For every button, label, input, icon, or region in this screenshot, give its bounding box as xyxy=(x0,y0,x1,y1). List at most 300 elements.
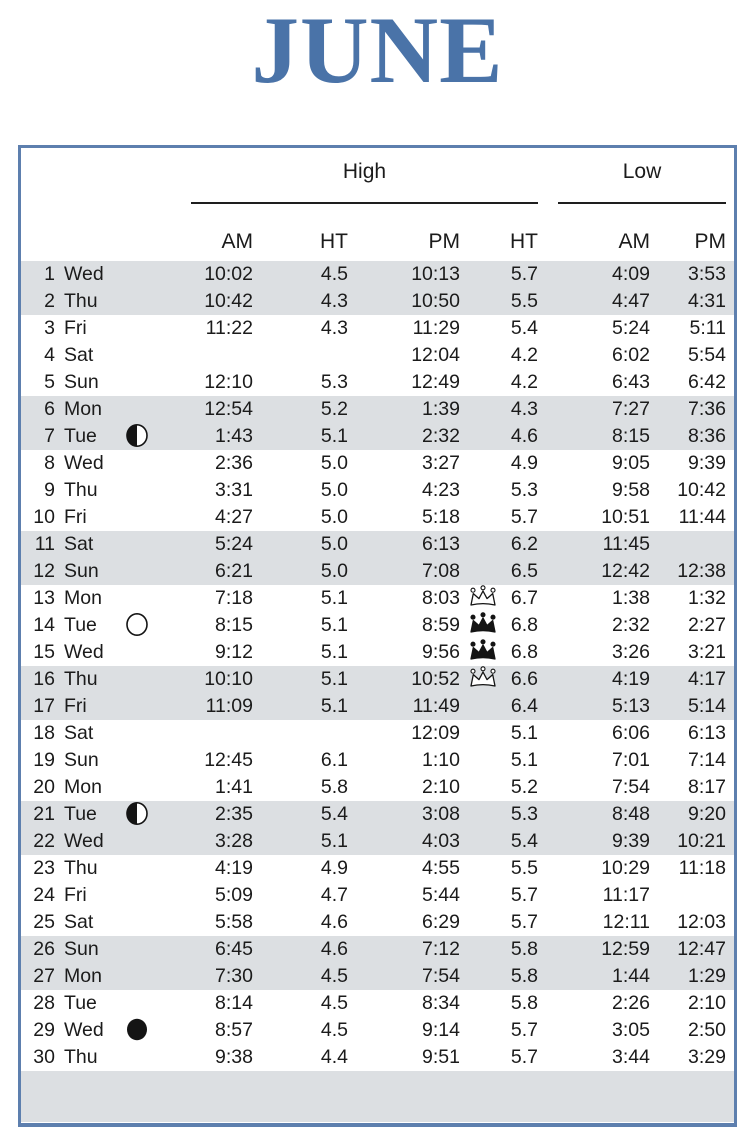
crown-cell xyxy=(460,369,506,396)
day-name: Sat xyxy=(64,911,94,933)
high-am-time: 6:21 xyxy=(215,560,253,582)
day-name: Sun xyxy=(64,749,99,771)
day-name: Thu xyxy=(64,479,98,501)
table-row xyxy=(21,909,734,936)
low-am-time: 9:58 xyxy=(612,479,650,501)
moon-cell xyxy=(113,504,161,531)
high-pm-height: 6.5 xyxy=(510,560,538,582)
high-am-time: 4:27 xyxy=(215,506,253,528)
crown-cell xyxy=(460,261,506,288)
day-name: Thu xyxy=(64,1046,98,1068)
high-pm-time: 4:23 xyxy=(422,479,460,501)
low-am-time: 12:42 xyxy=(601,560,650,582)
table-row xyxy=(21,666,734,693)
high-am-time: 1:41 xyxy=(215,776,253,798)
low-am-time: 3:26 xyxy=(612,641,650,663)
high-pm-height: 5.2 xyxy=(510,776,538,798)
high-pm-height: 5.7 xyxy=(510,1046,538,1068)
day-name: Sun xyxy=(64,938,99,960)
day-number: 29 xyxy=(33,1019,55,1041)
high-am-time: 10:10 xyxy=(204,668,253,690)
low-pm-time: 5:11 xyxy=(689,317,726,339)
day-number: 11 xyxy=(34,533,55,555)
high-am-time: 8:57 xyxy=(215,1019,253,1041)
high-am-height: 5.1 xyxy=(320,587,348,609)
low-am-time: 11:45 xyxy=(602,533,650,555)
moon-cell xyxy=(113,774,161,801)
day-name: Tue xyxy=(64,803,97,825)
crown-cell xyxy=(460,315,506,342)
low-pm-time xyxy=(650,531,726,558)
tide-table xyxy=(18,145,737,1127)
crown-cell xyxy=(460,558,506,585)
high-pm-time: 5:18 xyxy=(422,506,460,528)
high-pm-height: 6.8 xyxy=(510,614,538,636)
crown-cell xyxy=(460,801,506,828)
crown-cell xyxy=(460,720,506,747)
high-am-height: 4.3 xyxy=(320,317,348,339)
low-am-time: 9:39 xyxy=(612,830,650,852)
high-pm-time: 12:04 xyxy=(411,344,460,366)
table-row xyxy=(21,585,734,612)
low-pm-time: 4:17 xyxy=(688,668,726,690)
high-pm-time: 4:03 xyxy=(422,830,460,852)
table-row xyxy=(21,828,734,855)
low-pm-time: 3:21 xyxy=(688,641,726,663)
low-am-time: 6:43 xyxy=(612,371,650,393)
low-am-time: 10:29 xyxy=(601,857,650,879)
low-am-time: 6:02 xyxy=(612,344,650,366)
moon-cell xyxy=(113,396,161,423)
day-name: Fri xyxy=(64,506,87,528)
day-name: Thu xyxy=(64,668,98,690)
high-pm-time: 2:32 xyxy=(422,425,460,447)
low-pm-time: 7:14 xyxy=(688,749,726,771)
table-row xyxy=(21,342,734,369)
high-pm-height: 5.1 xyxy=(510,749,538,771)
high-pm-time: 8:59 xyxy=(422,614,460,636)
day-name: Fri xyxy=(64,695,87,717)
low-pm-time: 2:50 xyxy=(688,1019,726,1041)
high-pm-height: 5.7 xyxy=(510,506,538,528)
low-am-time: 10:51 xyxy=(601,506,650,528)
low-am-time: 11:17 xyxy=(602,884,650,906)
high-am-time: 9:12 xyxy=(215,641,253,663)
high-pm-height: 6.7 xyxy=(510,587,538,609)
day-name: Wed xyxy=(64,1019,104,1041)
day-name: Thu xyxy=(64,290,98,312)
high-pm-time: 7:08 xyxy=(422,560,460,582)
high-pm-time: 1:39 xyxy=(422,398,460,420)
low-am-time: 8:48 xyxy=(612,803,650,825)
moon-cell xyxy=(113,558,161,585)
table-row xyxy=(21,558,734,585)
crown-cell xyxy=(460,450,506,477)
day-number: 25 xyxy=(33,911,55,933)
day-number: 15 xyxy=(33,641,55,663)
high-am-height: 5.1 xyxy=(320,830,348,852)
high-pm-height: 5.7 xyxy=(510,911,538,933)
table-group-header xyxy=(21,148,734,204)
high-am-height: 4.7 xyxy=(320,884,348,906)
high-am-height: 5.3 xyxy=(320,371,348,393)
high-am-time: 5:58 xyxy=(215,911,253,933)
high-pm-height: 6.2 xyxy=(510,533,538,555)
half-moon-icon xyxy=(113,801,161,828)
high-pm-height: 6.6 xyxy=(510,668,538,690)
high-am-time: 4:19 xyxy=(215,857,253,879)
high-group-rule xyxy=(191,202,538,204)
col-header-low-am: AM xyxy=(618,230,650,253)
low-pm-time: 6:13 xyxy=(688,722,726,744)
crown-cell xyxy=(460,342,506,369)
high-pm-height: 5.5 xyxy=(510,857,538,879)
high-pm-time: 11:29 xyxy=(412,317,460,339)
high-pm-time: 10:52 xyxy=(411,668,460,690)
moon-cell xyxy=(113,639,161,666)
day-number: 8 xyxy=(44,452,55,474)
high-am-height: 4.6 xyxy=(320,911,348,933)
high-am-time: 6:45 xyxy=(215,938,253,960)
day-number: 1 xyxy=(44,263,55,285)
low-am-time: 7:54 xyxy=(612,776,650,798)
high-am-height: 5.1 xyxy=(320,695,348,717)
high-am-height: 5.0 xyxy=(320,452,348,474)
moon-cell xyxy=(113,936,161,963)
moon-cell xyxy=(113,693,161,720)
high-pm-height: 5.3 xyxy=(510,803,538,825)
high-group-label: High xyxy=(342,160,387,183)
low-am-time: 3:44 xyxy=(612,1046,650,1068)
moon-cell xyxy=(113,990,161,1017)
table-row xyxy=(21,882,734,909)
high-am-time xyxy=(161,720,253,747)
table-row xyxy=(21,963,734,990)
moon-cell xyxy=(113,342,161,369)
day-name: Mon xyxy=(64,776,102,798)
low-pm-time: 6:42 xyxy=(688,371,726,393)
day-number: 22 xyxy=(33,830,55,852)
high-pm-time: 10:50 xyxy=(411,290,460,312)
low-pm-time: 3:53 xyxy=(688,263,726,285)
table-row xyxy=(21,1017,734,1044)
high-am-time: 2:35 xyxy=(215,803,253,825)
high-am-height: 5.1 xyxy=(320,641,348,663)
moon-cell xyxy=(113,828,161,855)
high-pm-time: 4:55 xyxy=(422,857,460,879)
crown-cell xyxy=(460,477,506,504)
moon-cell xyxy=(113,477,161,504)
low-am-time: 6:06 xyxy=(612,722,650,744)
low-am-time: 8:15 xyxy=(612,425,650,447)
high-am-height: 5.2 xyxy=(320,398,348,420)
high-am-height xyxy=(253,342,348,369)
low-pm-time: 9:39 xyxy=(688,452,726,474)
low-group-rule xyxy=(558,202,726,204)
low-pm-time: 10:21 xyxy=(677,830,726,852)
high-pm-time: 7:54 xyxy=(422,965,460,987)
high-pm-height: 5.3 xyxy=(510,479,538,501)
high-am-time: 8:14 xyxy=(215,992,253,1014)
low-pm-time: 12:47 xyxy=(677,938,726,960)
table-row xyxy=(21,990,734,1017)
day-number: 3 xyxy=(44,317,55,339)
low-am-time: 4:09 xyxy=(612,263,650,285)
table-body xyxy=(21,261,734,1071)
table-row xyxy=(21,936,734,963)
high-pm-time: 9:56 xyxy=(422,641,460,663)
high-am-height: 4.9 xyxy=(320,857,348,879)
day-name: Sat xyxy=(64,533,94,555)
high-pm-height: 5.7 xyxy=(510,884,538,906)
high-pm-time: 6:29 xyxy=(422,911,460,933)
moon-cell xyxy=(113,855,161,882)
high-am-height: 4.5 xyxy=(320,965,348,987)
col-header-high-am-ht: HT xyxy=(320,230,348,253)
high-am-time: 5:09 xyxy=(215,884,253,906)
day-name: Thu xyxy=(64,857,98,879)
high-pm-time: 9:14 xyxy=(422,1019,460,1041)
low-group-label: Low xyxy=(622,160,662,183)
low-am-time: 7:27 xyxy=(612,398,650,420)
high-am-time: 3:31 xyxy=(215,479,253,501)
table-row xyxy=(21,423,734,450)
high-am-height: 5.1 xyxy=(320,614,348,636)
col-header-high-pm: PM xyxy=(428,230,460,253)
high-am-time: 9:38 xyxy=(215,1046,253,1068)
moon-cell xyxy=(113,315,161,342)
high-am-height: 5.8 xyxy=(320,776,348,798)
col-header-low-pm: PM xyxy=(694,230,726,253)
day-number: 24 xyxy=(33,884,55,906)
day-number: 18 xyxy=(33,722,55,744)
low-pm-time: 5:14 xyxy=(688,695,726,717)
table-row xyxy=(21,1044,734,1071)
high-am-height: 5.0 xyxy=(320,533,348,555)
day-number: 4 xyxy=(44,344,55,366)
low-pm-time: 5:54 xyxy=(688,344,726,366)
high-pm-time: 2:10 xyxy=(422,776,460,798)
crown-cell xyxy=(460,774,506,801)
crown-cell xyxy=(460,531,506,558)
crown-outline-icon xyxy=(460,666,506,693)
high-am-time: 12:54 xyxy=(204,398,253,420)
day-number: 30 xyxy=(33,1046,55,1068)
crown-cell xyxy=(460,288,506,315)
low-am-time: 9:05 xyxy=(612,452,650,474)
low-pm-time: 12:38 xyxy=(677,560,726,582)
day-number: 12 xyxy=(33,560,55,582)
crown-cell xyxy=(460,963,506,990)
crown-solid-icon xyxy=(460,612,506,639)
high-pm-time: 10:13 xyxy=(411,263,460,285)
high-pm-height: 5.5 xyxy=(510,290,538,312)
high-pm-height: 4.3 xyxy=(510,398,538,420)
day-number: 17 xyxy=(33,695,55,717)
high-pm-height: 5.4 xyxy=(510,830,538,852)
bottom-band xyxy=(21,1071,734,1122)
high-am-height: 5.0 xyxy=(320,479,348,501)
crown-cell xyxy=(460,990,506,1017)
table-row xyxy=(21,396,734,423)
day-name: Wed xyxy=(64,830,104,852)
low-pm-time: 11:44 xyxy=(678,506,726,528)
high-pm-time: 12:09 xyxy=(411,722,460,744)
table-row xyxy=(21,801,734,828)
high-am-time: 8:15 xyxy=(215,614,253,636)
crown-cell xyxy=(460,1044,506,1071)
high-am-time: 12:45 xyxy=(204,749,253,771)
high-pm-height: 6.4 xyxy=(510,695,538,717)
day-name: Tue xyxy=(64,614,97,636)
high-pm-time: 7:12 xyxy=(422,938,460,960)
high-am-time: 7:18 xyxy=(215,587,253,609)
day-name: Mon xyxy=(64,965,102,987)
high-am-time: 11:22 xyxy=(205,317,253,339)
table-column-labels xyxy=(21,204,734,261)
high-am-height: 5.1 xyxy=(320,668,348,690)
low-pm-time xyxy=(650,882,726,909)
high-pm-time: 8:34 xyxy=(422,992,460,1014)
table-row xyxy=(21,369,734,396)
high-pm-height: 5.8 xyxy=(510,992,538,1014)
day-number: 26 xyxy=(33,938,55,960)
crown-cell xyxy=(460,828,506,855)
day-name: Wed xyxy=(64,641,104,663)
day-number: 19 xyxy=(33,749,55,771)
high-pm-time: 1:10 xyxy=(422,749,460,771)
high-am-height: 4.6 xyxy=(320,938,348,960)
crown-cell xyxy=(460,747,506,774)
high-am-time: 10:42 xyxy=(204,290,253,312)
low-am-time: 2:32 xyxy=(612,614,650,636)
table-row xyxy=(21,477,734,504)
high-pm-height: 5.7 xyxy=(510,263,538,285)
day-number: 9 xyxy=(44,479,55,501)
low-pm-time: 3:29 xyxy=(688,1046,726,1068)
day-number: 6 xyxy=(44,398,55,420)
high-group-header xyxy=(161,148,538,204)
moon-cell xyxy=(113,909,161,936)
moon-cell xyxy=(113,369,161,396)
low-pm-time: 1:32 xyxy=(688,587,726,609)
table-row xyxy=(21,531,734,558)
moon-cell xyxy=(113,585,161,612)
high-am-height: 5.4 xyxy=(320,803,348,825)
high-pm-time: 8:03 xyxy=(422,587,460,609)
low-pm-time: 9:20 xyxy=(688,803,726,825)
high-am-time: 11:09 xyxy=(205,695,253,717)
low-pm-time: 2:10 xyxy=(688,992,726,1014)
high-am-height: 5.0 xyxy=(320,506,348,528)
crown-cell xyxy=(460,855,506,882)
crown-solid-icon xyxy=(460,639,506,666)
day-number: 2 xyxy=(44,290,55,312)
low-am-time: 4:47 xyxy=(612,290,650,312)
col-header-high-pm-ht: HT xyxy=(510,230,538,253)
low-pm-time: 7:36 xyxy=(688,398,726,420)
moon-cell xyxy=(113,261,161,288)
high-am-time: 1:43 xyxy=(215,425,253,447)
table-row xyxy=(21,747,734,774)
day-name: Mon xyxy=(64,587,102,609)
high-am-height: 4.4 xyxy=(320,1046,348,1068)
day-number: 5 xyxy=(44,371,55,393)
low-pm-time: 8:36 xyxy=(688,425,726,447)
moon-cell xyxy=(113,531,161,558)
high-am-height: 4.5 xyxy=(320,1019,348,1041)
table-row xyxy=(21,315,734,342)
moon-cell xyxy=(113,288,161,315)
low-am-time: 5:24 xyxy=(612,317,650,339)
moon-cell xyxy=(113,1044,161,1071)
table-row xyxy=(21,504,734,531)
low-group-header xyxy=(538,148,726,204)
table-row xyxy=(21,855,734,882)
day-name: Sat xyxy=(64,344,94,366)
low-pm-time: 2:27 xyxy=(688,614,726,636)
high-pm-height: 5.7 xyxy=(510,1019,538,1041)
table-row xyxy=(21,720,734,747)
low-pm-time: 10:42 xyxy=(677,479,726,501)
high-pm-time: 3:08 xyxy=(422,803,460,825)
table-row xyxy=(21,261,734,288)
high-am-height: 6.1 xyxy=(320,749,348,771)
low-pm-time: 1:29 xyxy=(688,965,726,987)
day-number: 27 xyxy=(33,965,55,987)
day-number: 14 xyxy=(33,614,55,636)
moon-cell xyxy=(113,666,161,693)
day-name: Fri xyxy=(64,884,87,906)
half-moon-icon xyxy=(113,423,161,450)
high-pm-time: 11:49 xyxy=(412,695,460,717)
day-number: 7 xyxy=(44,425,55,447)
low-am-time: 12:59 xyxy=(601,938,650,960)
new-moon-icon xyxy=(113,1017,161,1044)
day-number: 23 xyxy=(33,857,55,879)
moon-cell xyxy=(113,720,161,747)
day-number: 20 xyxy=(33,776,55,798)
day-name: Tue xyxy=(64,425,97,447)
table-row xyxy=(21,288,734,315)
low-am-time: 1:44 xyxy=(612,965,650,987)
high-pm-height: 5.8 xyxy=(510,938,538,960)
crown-outline-icon xyxy=(460,585,506,612)
crown-cell xyxy=(460,1017,506,1044)
low-am-time: 1:38 xyxy=(612,587,650,609)
day-name: Sun xyxy=(64,371,99,393)
low-pm-time: 12:03 xyxy=(677,911,726,933)
page-title: JUNE xyxy=(251,0,504,103)
day-number: 21 xyxy=(33,803,55,825)
low-pm-time: 8:17 xyxy=(688,776,726,798)
high-am-time: 7:30 xyxy=(215,965,253,987)
table-row xyxy=(21,693,734,720)
high-pm-height: 4.9 xyxy=(510,452,538,474)
day-number: 28 xyxy=(33,992,55,1014)
low-am-time: 7:01 xyxy=(612,749,650,771)
day-name: Sun xyxy=(64,560,99,582)
low-am-time: 3:05 xyxy=(612,1019,650,1041)
table-row xyxy=(21,612,734,639)
high-pm-time: 5:44 xyxy=(422,884,460,906)
day-number: 10 xyxy=(33,506,55,528)
high-pm-time: 6:13 xyxy=(422,533,460,555)
table-row xyxy=(21,774,734,801)
high-am-time: 5:24 xyxy=(215,533,253,555)
high-pm-height: 5.8 xyxy=(510,965,538,987)
high-pm-time: 12:49 xyxy=(411,371,460,393)
